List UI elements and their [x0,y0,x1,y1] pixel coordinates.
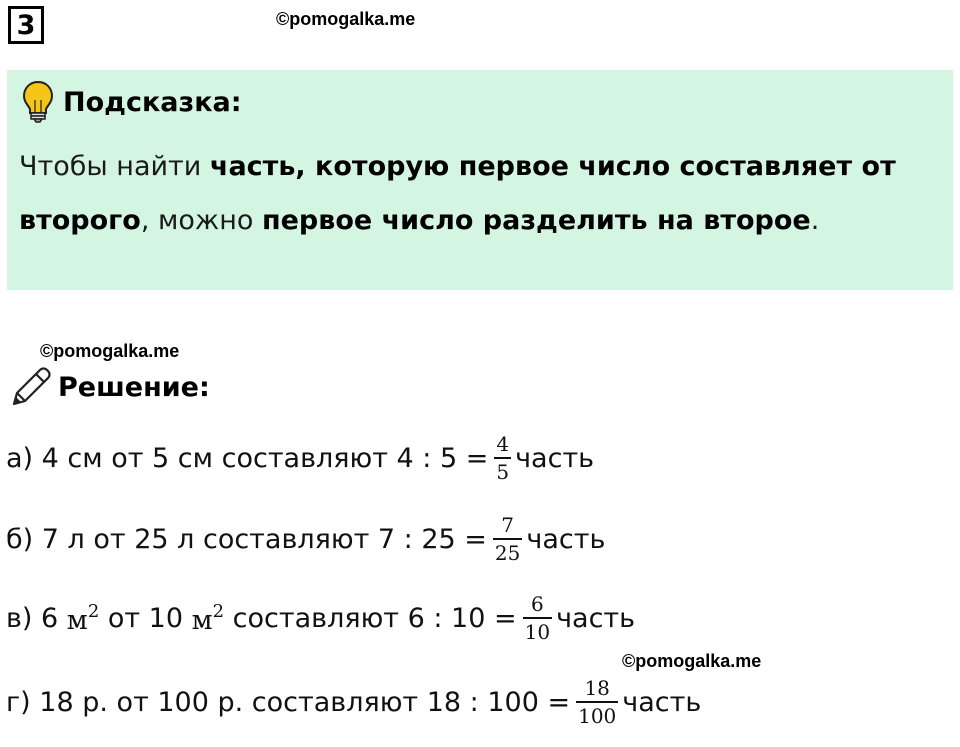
solution-line-v [6,594,635,642]
fraction-a-numerator: 4 [496,432,510,456]
fraction-b [493,515,522,563]
unit-exponent: 2 [212,600,225,622]
solution-header [8,364,210,410]
line-g-suffix: часть [622,686,702,718]
line-b-suffix: часть [526,523,606,555]
task-number: 3 [16,9,36,41]
line-a-suffix: часть [515,442,595,474]
watermark-bottom: ©pomogalka.me [622,651,762,671]
solution-line-g [6,678,701,726]
hint-text-part3: . [810,205,820,236]
line-g-text: г) 18 р. от 100 р. составляют 18 : 100 = [6,686,571,718]
unit-symbol: м [191,604,213,636]
hint-text-bold2: первое число разделить на второе [261,205,811,236]
fraction-b-numerator: 7 [501,513,515,537]
hint-title: Подсказка: [63,86,242,118]
lightbulb-icon [21,80,55,124]
watermark-top: ©pomogalka.me [276,9,416,29]
task-number-box [8,6,44,44]
watermark-middle: ©pomogalka.me [40,341,180,361]
hint-text-bold1: часть, которую первое число составляет от второго [19,151,896,236]
line-v-suffix: часть [556,602,636,634]
fraction-v-numerator: 6 [530,592,544,616]
fraction-g-denominator: 100 [578,704,617,728]
line-b-text: б) 7 л от 25 л составляют 7 : 25 = [6,523,487,555]
hint-text [19,140,939,248]
solution-line-a [6,434,594,482]
fraction-a [494,434,511,482]
fraction-g-numerator: 18 [584,676,610,700]
unit-exponent: 2 [87,600,100,622]
unit-symbol: м [66,604,88,636]
pencil-icon [8,364,54,410]
hint-box [7,70,953,290]
hint-text-part1: Чтобы найти [19,151,210,182]
line-v-text-3: составляют 6 : 10 = [224,602,517,634]
unit-square-meter [192,601,224,636]
solution-title: Решение: [58,371,210,403]
line-v-text-1: в) 6 [6,602,67,634]
hint-header [21,80,242,124]
line-a-text: а) 4 см от 5 см составляют 4 : 5 = [6,442,489,474]
fraction-g [576,678,618,726]
fraction-v-denominator: 10 [524,620,551,644]
fraction-b-denominator: 25 [494,541,521,565]
solution-line-b [6,515,605,563]
fraction-a-denominator: 5 [496,460,510,484]
fraction-v [523,594,552,642]
unit-square-meter [67,601,99,636]
hint-text-part2: , можно [140,205,262,236]
line-v-text-2: от 10 [99,602,192,634]
